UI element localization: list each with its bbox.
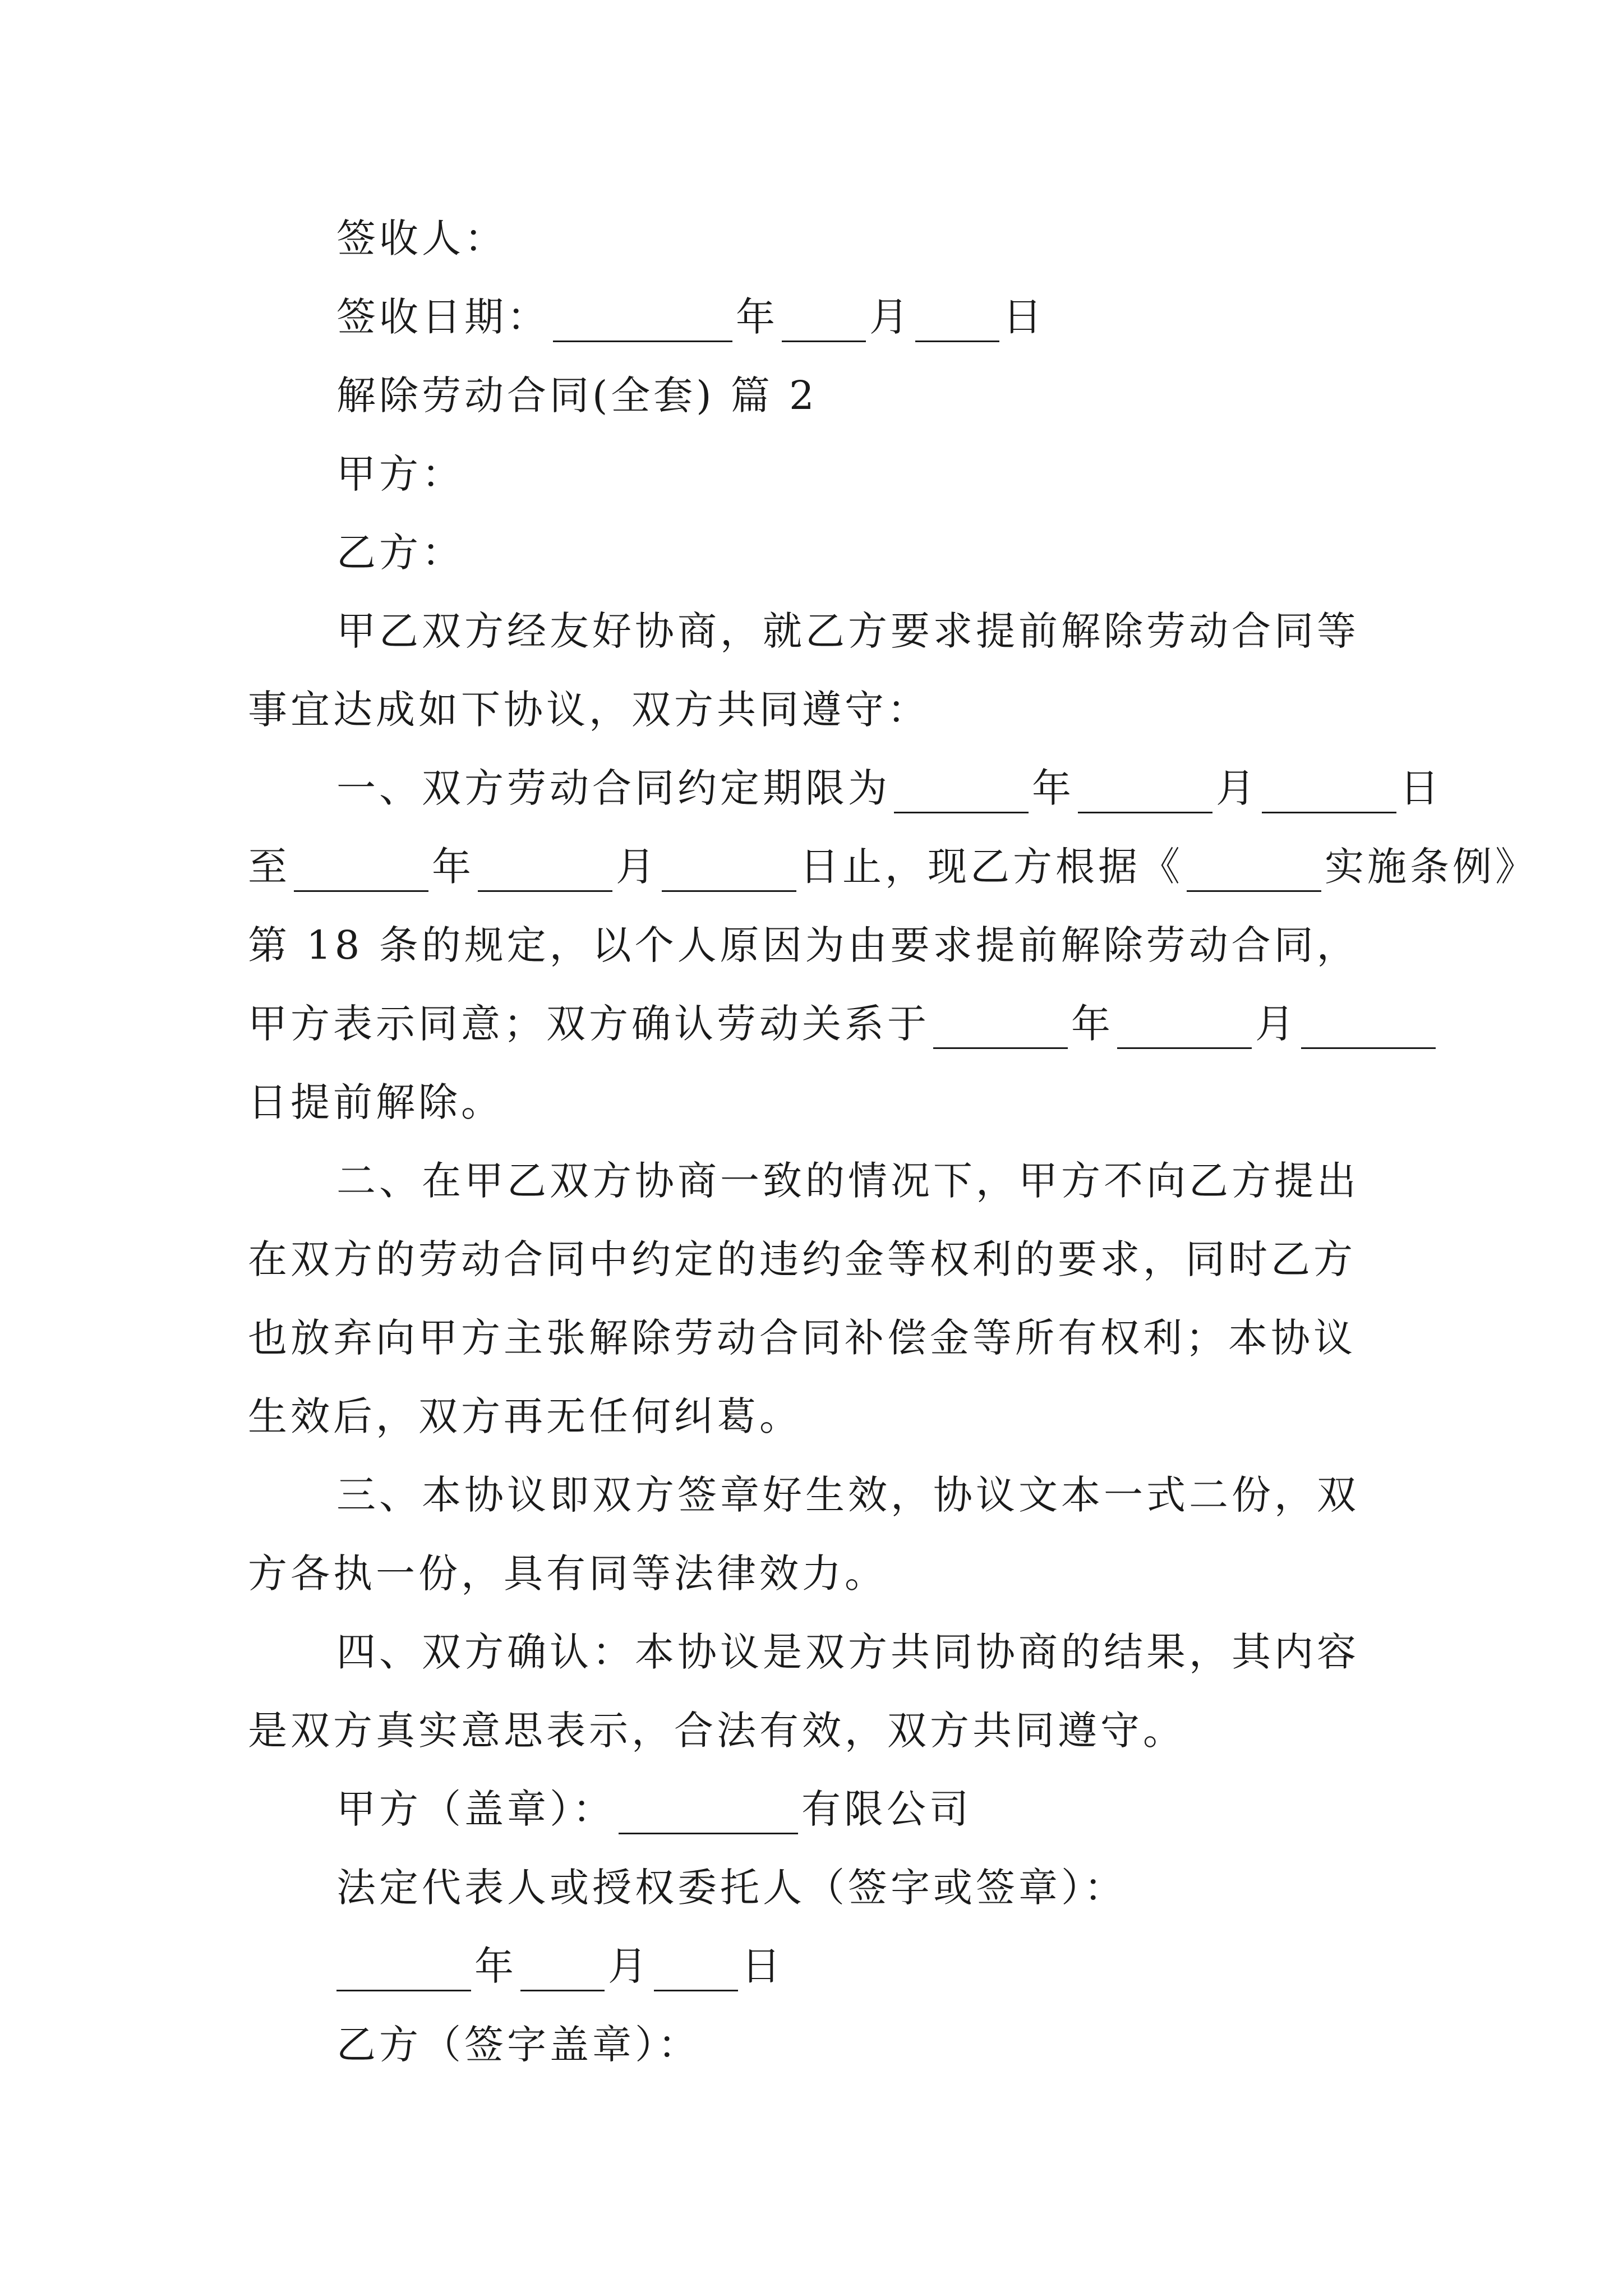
sign-date-label: 签收日期： bbox=[336, 294, 550, 340]
clause-4-text-2: 是双方真实意思表示，合法有效，双方共同遵守。 bbox=[248, 1708, 1186, 1754]
section-title-text: 解除劳动合同(全套) 篇 2 bbox=[336, 372, 818, 418]
clause-2-line-3 bbox=[248, 1313, 1375, 1363]
clause-1-text-4: 甲方表示同意；双方确认劳动关系于 bbox=[248, 1001, 930, 1047]
end-month-blank bbox=[478, 853, 612, 892]
clause-2-line-4 bbox=[248, 1391, 1375, 1442]
party-a-label: 甲方： bbox=[336, 451, 464, 497]
clause-3-line-1 bbox=[336, 1470, 1375, 1520]
intro-line-2 bbox=[248, 684, 1375, 735]
clause-4-text-1: 四、双方确认：本协议是双方共同协商的结果，其内容 bbox=[336, 1629, 1359, 1675]
intro-text-2: 事宜达成如下协议，双方共同遵守： bbox=[248, 687, 930, 733]
start-day-label: 日 bbox=[1400, 765, 1442, 811]
regulation-label: 实施条例》 bbox=[1325, 844, 1538, 890]
party-a-line bbox=[336, 449, 1375, 499]
representative-label: 法定代表人或授权委托人（签字或签章）： bbox=[336, 1865, 1127, 1911]
party-b-sign-label: 乙方（签字盖章）： bbox=[336, 2022, 700, 2068]
clause-3-text-1: 三、本协议即双方签章好生效，协议文本一式二份，双 bbox=[336, 1472, 1359, 1518]
party-a-year-label: 年 bbox=[474, 1943, 517, 1989]
until-label: 至 bbox=[248, 844, 291, 890]
clause-2-text-4: 生效后，双方再无任何纠葛。 bbox=[248, 1393, 802, 1439]
clause-1-text-5: 日提前解除。 bbox=[248, 1079, 504, 1125]
clause-2-line-1 bbox=[336, 1156, 1375, 1206]
start-day-blank bbox=[1262, 775, 1396, 813]
signee-label: 签收人： bbox=[336, 215, 507, 261]
clause-1-text-2: 日止，现乙方根据《 bbox=[800, 844, 1183, 890]
clause-1-line-5 bbox=[248, 1077, 1375, 1128]
month-blank bbox=[782, 303, 866, 342]
release-year-label: 年 bbox=[1071, 1001, 1114, 1047]
intro-text-1: 甲乙双方经友好协商，就乙方要求提前解除劳动合同等 bbox=[336, 608, 1359, 654]
party-a-month-label: 月 bbox=[608, 1943, 651, 1989]
party-a-day-blank bbox=[654, 1953, 738, 1991]
end-month-label: 月 bbox=[616, 844, 658, 890]
clause-4-line-2 bbox=[248, 1705, 1375, 1756]
party-b-line bbox=[336, 527, 1375, 578]
company-name-blank bbox=[619, 1796, 798, 1834]
company-suffix: 有限公司 bbox=[801, 1786, 972, 1832]
party-b-label: 乙方： bbox=[336, 530, 464, 576]
release-month-blank bbox=[1117, 1010, 1252, 1049]
start-year-blank bbox=[894, 775, 1029, 813]
month-label: 月 bbox=[869, 294, 912, 340]
year-label: 年 bbox=[736, 294, 778, 340]
clause-2-text-2: 在双方的劳动合同中约定的违约金等权利的要求，同时乙方 bbox=[248, 1236, 1356, 1282]
clause-1-line-1 bbox=[336, 763, 1442, 813]
intro-line-1 bbox=[336, 606, 1375, 656]
clause-1-text-3: 第 18 条的规定，以个人原因为由要求提前解除劳动合同， bbox=[248, 922, 1359, 968]
party-b-sign-line bbox=[336, 2019, 1375, 2070]
start-year-label: 年 bbox=[1032, 765, 1075, 811]
day-blank bbox=[915, 303, 999, 342]
clause-1-line-2 bbox=[248, 841, 1538, 892]
section-title bbox=[336, 370, 1375, 421]
party-a-date-line bbox=[336, 1941, 1375, 1991]
clause-1-text-1: 一、双方劳动合同约定期限为 bbox=[336, 765, 891, 811]
start-month-label: 月 bbox=[1216, 765, 1258, 811]
clause-1-line-4 bbox=[248, 999, 1375, 1049]
clause-2-line-2 bbox=[248, 1234, 1375, 1285]
clause-2-text-1: 二、在甲乙双方协商一致的情况下，甲方不向乙方提出 bbox=[336, 1158, 1359, 1204]
clause-4-line-1 bbox=[336, 1627, 1375, 1677]
clause-1-line-3 bbox=[248, 920, 1375, 970]
year-blank bbox=[553, 303, 732, 342]
end-day-blank bbox=[662, 853, 796, 892]
party-a-month-blank bbox=[520, 1953, 605, 1991]
end-year-blank bbox=[294, 853, 428, 892]
release-month-label: 月 bbox=[1255, 1001, 1298, 1047]
release-day-blank bbox=[1301, 1010, 1436, 1049]
clause-3-text-2: 方各执一份，具有同等法律效力。 bbox=[248, 1550, 887, 1596]
clause-3-line-2 bbox=[248, 1548, 1375, 1599]
end-year-label: 年 bbox=[432, 844, 474, 890]
release-year-blank bbox=[933, 1010, 1068, 1049]
sign-date-line bbox=[336, 292, 1375, 342]
day-label: 日 bbox=[1003, 294, 1045, 340]
party-a-seal-label: 甲方（盖章）： bbox=[336, 1786, 615, 1832]
start-month-blank bbox=[1078, 775, 1212, 813]
signee-line bbox=[336, 213, 1375, 264]
party-a-year-blank bbox=[336, 1953, 471, 1991]
regulation-blank bbox=[1187, 853, 1321, 892]
party-a-seal-line bbox=[336, 1784, 1375, 1834]
party-a-day-label: 日 bbox=[741, 1943, 784, 1989]
clause-2-text-3: 也放弃向甲方主张解除劳动合同补偿金等所有权利；本协议 bbox=[248, 1315, 1356, 1361]
representative-line bbox=[336, 1862, 1375, 1913]
